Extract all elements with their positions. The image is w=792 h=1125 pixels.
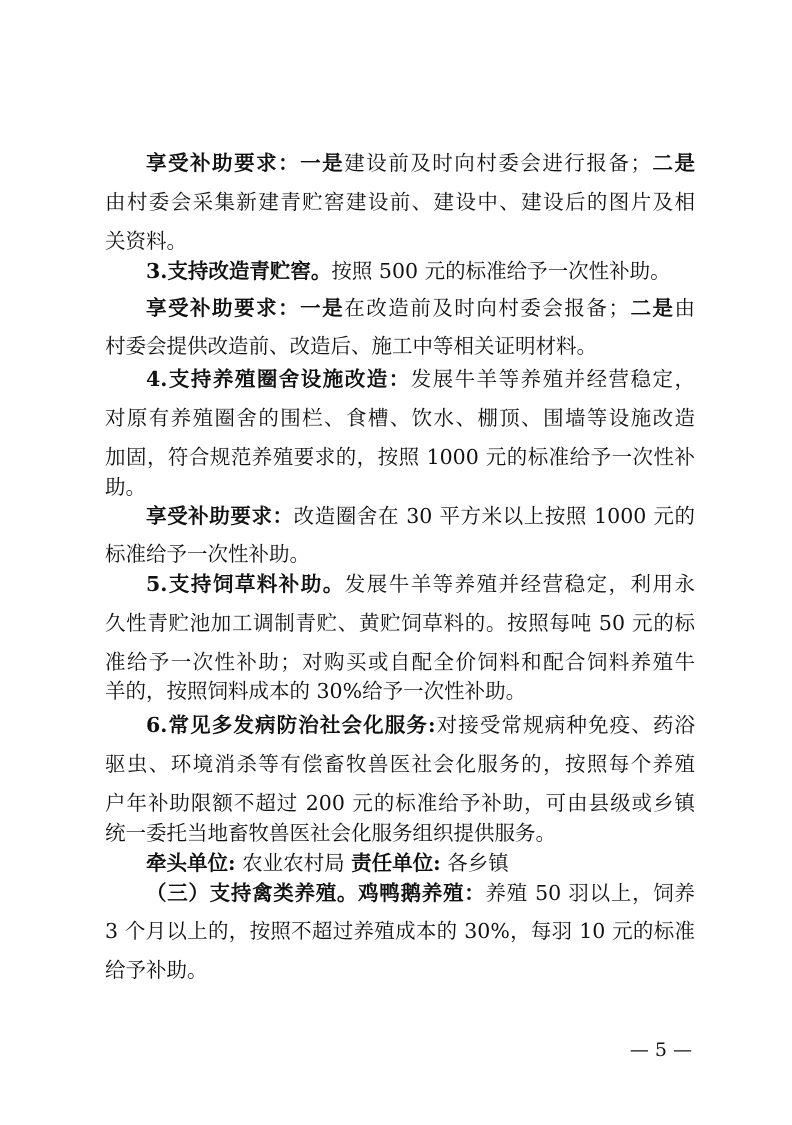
text-line	[105, 950, 695, 990]
text: 对接受常规病种免疫、药浴	[435, 713, 695, 737]
text-line	[105, 182, 695, 222]
text-line	[146, 288, 695, 328]
text: 改造圈舍在 30 平方米以上按照 1000 元的	[293, 504, 695, 528]
text: 羊的，按照饲料成本的 30%给予一次性补助。	[105, 679, 527, 703]
text-line	[105, 744, 695, 784]
text-line	[146, 251, 695, 291]
text: 各乡镇	[440, 851, 509, 875]
text: 驱虫、环境消杀等有偿畜牧兽医社会化服务的，按照每个养殖	[105, 752, 695, 776]
text: 给予补助。	[105, 958, 208, 982]
bold-text: 二是	[628, 296, 675, 320]
text-line	[105, 603, 695, 643]
text-line	[146, 496, 695, 536]
text: 户年补助限额不超过 200 元的标准给予补助，可由县级或乡镇	[105, 791, 695, 815]
bold-text: 二是	[650, 151, 695, 175]
text: 由村委会采集新建青贮窖建设前、建设中、建设后的图片及相	[105, 190, 695, 214]
text: 村委会提供改造前、改造后、施工中等相关证明材料。	[105, 334, 597, 358]
text: 准给予一次性补助；对购买或自配全价饲料和配合饲料养殖牛	[105, 650, 695, 674]
bold-text: 6.常见多发病防治社会化服务:	[146, 713, 436, 737]
bold-text: 享受补助要求：	[146, 296, 301, 320]
bold-text: 享受补助要求：	[146, 504, 294, 528]
text: 标准给予一次性补助。	[105, 542, 310, 566]
text: 发展牛羊等养殖并经营稳定，	[410, 367, 695, 391]
text: 养殖 50 羽以上，饲养	[485, 881, 695, 905]
bold-text: 一是	[300, 296, 345, 320]
text: 由	[674, 296, 695, 320]
text-line	[105, 911, 695, 951]
text: 在改造前及时向村委会报备；	[344, 296, 629, 320]
page-number: — 5 —	[629, 1039, 692, 1061]
bold-text: （三）支持禽类养殖。鸡鸭鹅养殖：	[146, 881, 486, 905]
bold-text: 一是	[300, 151, 345, 175]
text: 农业农村局	[235, 851, 352, 875]
text-line	[105, 398, 695, 438]
text: 对原有养殖圈舍的围栏、食槽、饮水、棚顶、围墙等设施改造	[105, 406, 695, 430]
bold-text: 5.支持饲草料补助。	[146, 572, 345, 596]
bold-text: 4.支持养殖圈舍设施改造：	[146, 367, 411, 391]
text: 3 个月以上的，按照不超过养殖成本的 30%，每羽 10 元的标准	[105, 919, 695, 943]
bold-text: 牵头单位:	[146, 851, 236, 875]
text-line	[146, 359, 695, 399]
text: 助。	[105, 475, 146, 499]
bold-text: 享受补助要求：	[146, 151, 301, 175]
text-line	[146, 143, 695, 183]
text: 加固，符合规范养殖要求的，按照 1000 元的标准给予一次性补	[105, 445, 695, 469]
text: 统一委托当地畜牧兽医社会化服务组织提供服务。	[105, 821, 556, 845]
text-line	[146, 873, 695, 913]
text: 久性青贮池加工调制青贮、黄贮饲草料的。按照每吨 50 元的标	[105, 611, 695, 635]
text: 建设前及时向村委会进行报备；	[344, 151, 651, 175]
text-line	[146, 705, 695, 745]
text: 按照 500 元的标准给予一次性补助。	[331, 259, 671, 283]
bold-text: 3.支持改造青贮窖。	[146, 259, 332, 283]
bold-text: 责任单位:	[351, 851, 441, 875]
text: 发展牛羊等养殖并经营稳定，利用永	[344, 572, 695, 596]
text: 关资料。	[105, 229, 187, 253]
text-line	[146, 564, 695, 604]
